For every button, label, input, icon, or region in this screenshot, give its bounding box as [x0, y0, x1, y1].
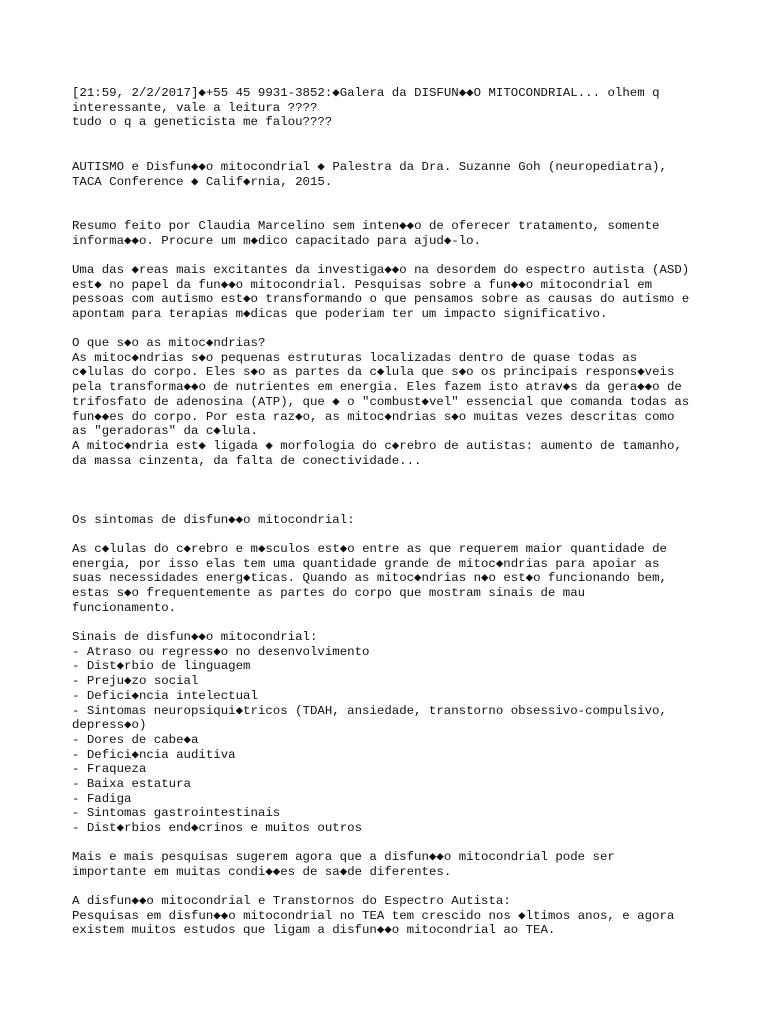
symptoms-paragraph: As c◆lulas do c◆rebro e m◆sculos est◆o entre as que requerem maior quantidade de energia, por isso elas tem uma quantidade grande de mitoc◆ndrias para apoiar as suas necessidades energ◆ticas. Quando as mitoc◆ndrias n◆o est◆o funcionando bem, estas s◆o frequentemente as partes do corpo que mostram sinais de mau funcionamento. — [72, 542, 667, 615]
asd-section: A disfun◆◆o mitocondrial e Transtornos do Espectro Autista: Pesquisas em disfun◆◆o mitocondrial no TEA tem crescido nos ◆ltimos anos, e agora existem muitos estudos que ligam a disfun◆◆o mitocondrial ao TEA. — [72, 894, 675, 938]
whatsapp-message-header: [21:59, 2/2/2017]◆+55 45 9931-3852:◆Galera da DISFUN◆◆O MITOCONDRIAL... olhem q interessante, vale a leitura ???? tudo o q a geneticista me falou???? — [72, 86, 660, 130]
research-paragraph: Mais e mais pesquisas sugerem agora que a disfun◆◆o mitocondrial pode ser importante em muitas condi◆◆es de sa◆de diferentes. — [72, 850, 615, 879]
summary-note: Resumo feito por Claudia Marcelino sem inten◆◆o de oferecer tratamento, somente informa◆◆o. Procure um m◆dico capacitado para ajud◆-lo. — [72, 219, 660, 248]
intro-paragraph: Uma das ◆reas mais excitantes da investiga◆◆o na desordem do espectro autista (ASD) est◆ no papel da fun◆◆o mitocondrial. Pesquisas sobre a fun◆◆o mitocondrial em pessoas com autismo est◆o transformando o que pensamos sobre as causas do autismo e apontam para terapias m◆dicas que poderiam ter um impacto significativo. — [72, 263, 690, 322]
symptoms-heading: Os sintomas de disfun◆◆o mitocondrial: — [72, 513, 355, 527]
lecture-title: AUTISMO e Disfun◆◆o mitocondrial ◆ Palestra da Dra. Suzanne Goh (neuropediatra), TACA Conference ◆ Calif◆rnia, 2015. — [72, 160, 667, 189]
mitochondria-definition: O que s◆o as mitoc◆ndrias? As mitoc◆ndrias s◆o pequenas estruturas localizadas dentro de quase todas as c◆lulas do corpo. Eles s◆o as partes da c◆lula que s◆o os principais respons◆veis pela transforma◆◆o de nutrientes em energia. Eles fazem isto atrav◆s da gera◆◆o de trifosfato de adenosina (ATP), que ◆ o "combust◆vel" essencial que comanda todas as fun◆◆es do corpo. Por esta raz◆o, as mitoc◆ndrias s◆o muitas vezes descritas como as "geradoras" da c◆lula. A mitoc◆ndria est◆ ligada ◆ morfologia do c◆rebro de autistas: aumento de tamanho, da massa cinzenta, da falta de conectividade... — [72, 336, 690, 468]
signs-list: Sinais de disfun◆◆o mitocondrial: - Atraso ou regress◆o no desenvolvimento - Dist◆rbio de linguagem - Preju◆zo social - Defici◆ncia intelectual - Sintomas neuropsiqui◆tricos (TDAH, ansiedade, transtorno obsessivo-compulsivo, depress◆o) - Dores de cabe◆a - Defici◆ncia auditiva - Fraqueza - Baixa estatura - Fadiga - Sintomas gastrointestinais - Dist◆rbios end◆crinos e muitos outros — [72, 630, 667, 836]
